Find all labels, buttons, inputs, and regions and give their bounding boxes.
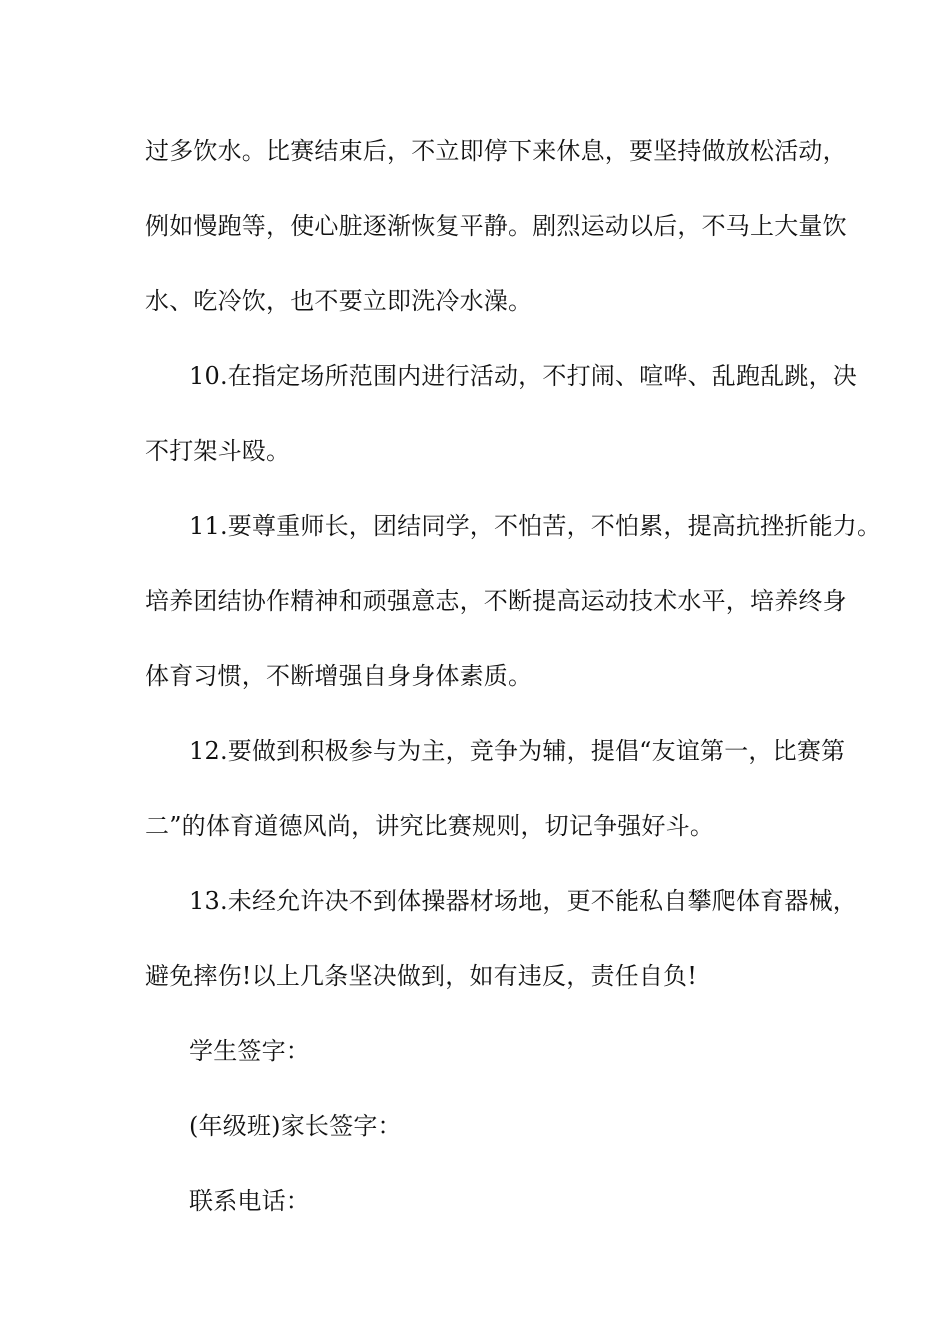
paragraph-line: 二”的体育道德风尚，讲究比赛规则，切记争强好斗。 <box>145 812 715 840</box>
paragraph-line: 11.要尊重师长，团结同学，不怕苦，不怕累，提高抗挫折能力。 <box>189 512 882 540</box>
paragraph-line: 过多饮水。比赛结束后，不立即停下来休息，要坚持做放松活动， <box>145 137 847 165</box>
paragraph-line: 避免摔伤!以上几条坚决做到，如有违反，责任自负! <box>145 962 698 990</box>
contact-phone-label: 联系电话： <box>189 1187 310 1215</box>
paragraph-line: 12.要做到积极参与为主，竞争为辅，提倡“友谊第一，比赛第 <box>189 737 846 765</box>
paragraph-line: 培养团结协作精神和顽强意志，不断提高运动技术水平，培养终身 <box>145 587 847 615</box>
paragraph-line: 体育习惯，不断增强自身身体素质。 <box>145 662 533 690</box>
paragraph-line: 10.在指定场所范围内进行活动，不打闹、喧哗、乱跑乱跳，决 <box>189 362 857 390</box>
paragraph-line: 13.未经允许决不到体操器材场地，更不能私自攀爬体育器械， <box>189 887 857 915</box>
paragraph-line: 不打架斗殴。 <box>145 437 291 465</box>
parent-signature-label: (年级班)家长签字： <box>189 1112 402 1140</box>
student-signature-label: 学生签字： <box>189 1037 310 1065</box>
paragraph-line: 水、吃冷饮，也不要立即洗冷水澡。 <box>145 287 533 315</box>
paragraph-line: 例如慢跑等，使心脏逐渐恢复平静。剧烈运动以后，不马上大量饮 <box>145 212 847 240</box>
